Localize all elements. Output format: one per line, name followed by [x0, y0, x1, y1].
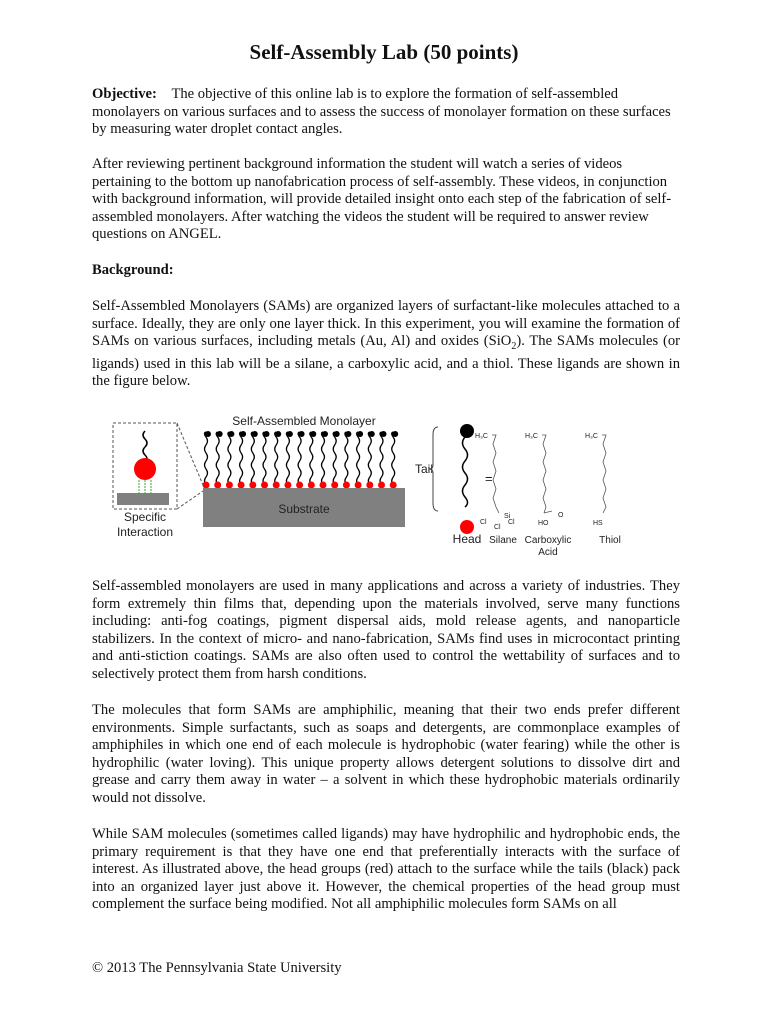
monolayer-chains	[203, 431, 399, 489]
chain-tail	[240, 432, 243, 485]
acid-label: Acid	[538, 547, 558, 558]
chain-end	[334, 431, 340, 437]
o-label: O	[558, 512, 564, 519]
subscript: 2	[511, 341, 517, 353]
page-title: Self-Assembly Lab (50 points)	[249, 40, 519, 64]
silane-label: Silane	[489, 535, 517, 546]
sam-figure	[100, 405, 660, 565]
chain-end	[310, 431, 316, 437]
chain-head	[378, 482, 385, 489]
chain-head	[366, 482, 373, 489]
chain-end	[252, 431, 258, 437]
chain-end	[228, 431, 234, 437]
legend-tail	[463, 437, 468, 507]
interaction-label: Interaction	[116, 525, 174, 539]
thiol-h3c: H₃C	[585, 433, 598, 440]
tail-label: Tail	[415, 462, 434, 476]
chain-tail	[298, 432, 301, 485]
chain-head	[284, 482, 291, 489]
chain-tail	[310, 432, 313, 485]
cl-label: Cl	[508, 519, 515, 526]
ho-label: HO	[538, 520, 549, 527]
inset-line	[177, 491, 203, 509]
chain-head	[320, 482, 327, 489]
cl-label: Cl	[494, 524, 501, 531]
carboxylic-label: Carboxylic	[524, 535, 572, 546]
chain-end	[275, 431, 281, 437]
chain-head	[331, 482, 338, 489]
footer-copyright: © 2013 The Pennsylvania State University	[92, 960, 342, 976]
chain-tail	[205, 432, 208, 485]
chain-end	[345, 431, 351, 437]
head-label: Head	[452, 532, 482, 546]
substrate-label: Substrate	[278, 502, 330, 516]
chain-end	[240, 431, 246, 437]
chain-head	[273, 482, 280, 489]
chain-end	[264, 431, 270, 437]
chain-tail	[322, 432, 325, 485]
chain-end	[392, 431, 398, 437]
chain-tail	[392, 432, 395, 485]
equals-sign: =	[485, 471, 493, 486]
chain-tail	[275, 432, 278, 485]
chain-tail	[251, 432, 254, 485]
silane-chain	[492, 435, 499, 513]
chain-end	[357, 431, 363, 437]
silane-h3c: H₃C	[475, 433, 488, 440]
figure-title: Self-Assembled Monolayer	[232, 414, 376, 428]
chain-tail	[286, 432, 289, 485]
applications-paragraph: Self-assembled monolayers are used in many applications and across a variety of industries. They form extremely thin films that, depending upon the materials involved, serve many functions including: anti-fog coatings, pigment dispersal aids, mold release agents, and nanoparticle stabilizers. In the context of micro- and nano-fabrication, SAMs find uses in microcontact printing and anti-stiction coatings. SAMs are also often used to control the wettability of surfaces and to selectively protect them from harsh conditions.	[92, 578, 680, 682]
chain-head	[249, 482, 256, 489]
objective-text: The objective of this online lab is to explore the formation of self-assembled monolayers on various surfaces and to assess the success of monolayer formation on these surfaces by measuring water droplet contact angles.	[92, 86, 671, 138]
thiol-label: Thiol	[599, 535, 621, 546]
chain-head	[226, 482, 233, 489]
chain-end	[381, 431, 387, 437]
ligands-paragraph: While SAM molecules (sometimes called ligands) may have hydrophilic and hydrophobic ends, the primary requirement is that they have one end that preferentially interacts with the surface of interest. As illustrated above, the head groups (red) attach to the surface while the tails (black) pack into an organized layer just above it. However, the chemical properties of the head group must complement the surface being modified. Not all amphiphilic molecules form SAMs on all	[92, 826, 680, 913]
chain-head	[308, 482, 315, 489]
inset-substrate	[117, 493, 169, 505]
amphiphilic-paragraph: The molecules that form SAMs are amphiphilic, meaning that their two ends prefer different environments. Simple surfactants, such as soaps and detergents, are commonplace examples of amphiphiles in which one end of each molecule is hydrophobic (water fearing) while the other is hydrophilic (water loving). This unique property allows detergent solutions to dissolve dirt and grease and carry them away in water – a solvent in which these hydrophobic materials ordinarily would not dissolve.	[92, 702, 680, 806]
acid-h3c: H₃C	[525, 433, 538, 440]
chain-head	[390, 482, 397, 489]
si-label: Si	[504, 513, 511, 520]
chain-end	[205, 431, 211, 437]
chain-head	[343, 482, 350, 489]
cl-label: Cl	[480, 519, 487, 526]
background-text-a: Self-Assembled Monolayers (SAMs) are organized layers of surfactant-like molecules attached to a surface. Ideally, they are only one layer thick. In this experiment, you will examine the formation of SAMs on various surfaces, including metals (Au, Al) and oxides (SiO	[92, 298, 680, 350]
chain-end	[217, 431, 223, 437]
review-paragraph: After reviewing pertinent background information the student will watch a series of videos pertaining to the bottom up nanofabrication process of self-assembly. These videos, in conjunction with background information, will provide detailed insight onto each step of the fabrication of self-assembled monolayers. After watching the videos the student will be required to answer review questions on ANGEL.	[92, 156, 672, 243]
inset-head	[134, 458, 156, 480]
chain-end	[287, 431, 293, 437]
chain-tail	[368, 432, 371, 485]
objective-paragraph	[92, 86, 680, 139]
thiol-chain	[602, 435, 606, 513]
objective-label: Objective:	[92, 86, 157, 102]
chain-head	[214, 482, 221, 489]
background-paragraph	[92, 298, 680, 391]
chain-head	[355, 482, 362, 489]
acid-chain	[542, 435, 552, 513]
chain-tail	[380, 432, 383, 485]
chain-tail	[216, 432, 219, 485]
legend-tail-end	[460, 424, 474, 438]
chain-end	[322, 431, 328, 437]
background-text-b: ). The SAMs molecules (or ligands) used in this lab will be a silane, a carboxylic acid, and a thiol. These ligands are shown in the figure below.	[92, 333, 680, 390]
chain-end	[299, 431, 305, 437]
chain-tail	[333, 432, 336, 485]
chain-head	[203, 482, 210, 489]
chain-end	[369, 431, 375, 437]
specific-label: Specific	[123, 510, 167, 524]
inset-tail	[143, 431, 147, 461]
chain-head	[296, 482, 303, 489]
chain-head	[238, 482, 245, 489]
hs-label: HS	[593, 520, 603, 527]
chain-tail	[357, 432, 360, 485]
chain-head	[261, 482, 268, 489]
brace	[429, 427, 438, 511]
chain-tail	[263, 432, 266, 485]
inset-line	[177, 423, 203, 485]
background-heading: Background:	[92, 262, 174, 278]
chain-tail	[345, 432, 348, 485]
chain-tail	[228, 432, 231, 485]
